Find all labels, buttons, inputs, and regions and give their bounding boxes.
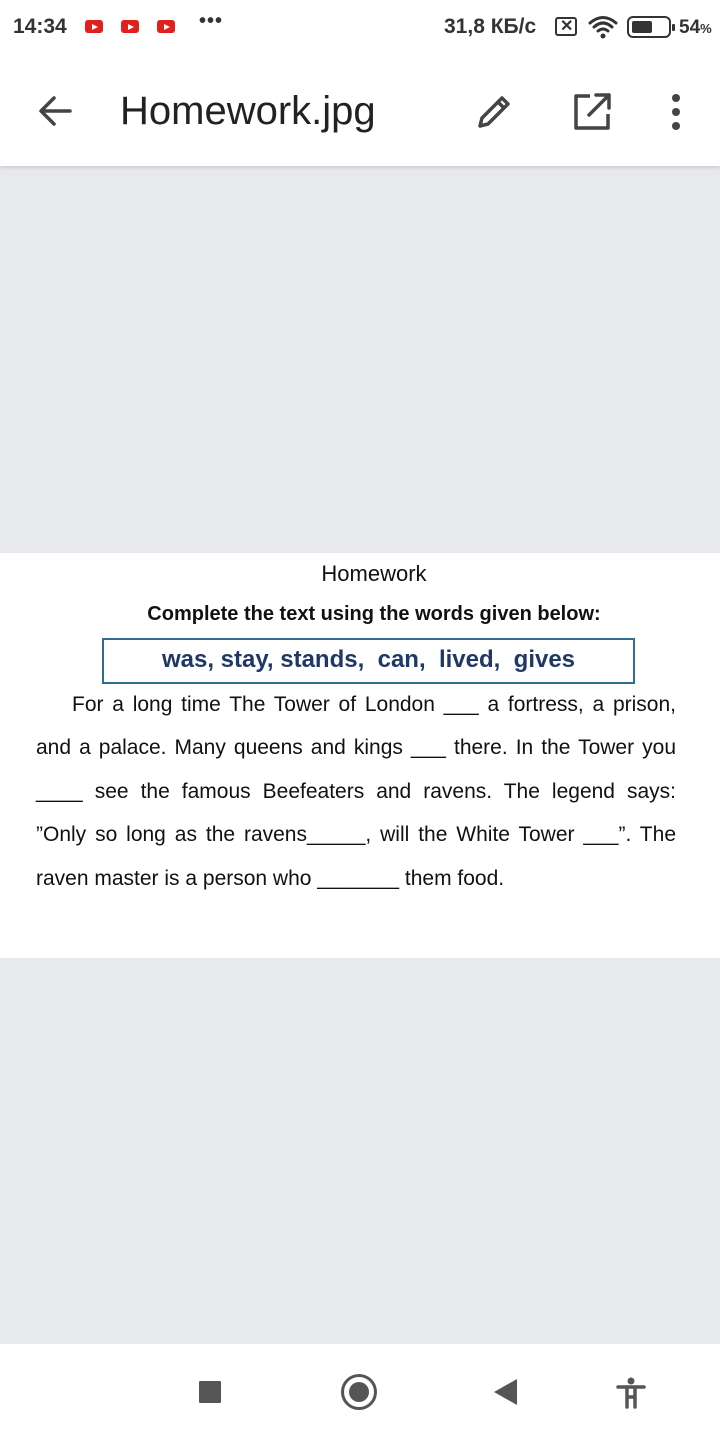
battery-unit: % <box>700 21 712 36</box>
wifi-icon <box>588 14 618 40</box>
status-time: 14:34 <box>13 15 67 38</box>
navigation-bar <box>0 1344 720 1440</box>
more-notifications-icon: ••• <box>199 10 224 32</box>
battery-icon <box>627 16 671 38</box>
back-triangle-icon[interactable] <box>494 1379 517 1405</box>
youtube-icon <box>85 20 103 33</box>
word-bank-box: was, stay, stands, can, lived, gives <box>102 638 635 684</box>
status-bar <box>0 0 720 56</box>
battery-value: 54 <box>679 17 701 38</box>
image-heading: Homework <box>321 561 427 586</box>
edit-pencil-icon[interactable] <box>472 90 516 134</box>
network-speed: 31,8 КБ/с <box>444 15 537 38</box>
file-title: Homework.jpg <box>120 89 376 133</box>
app-bar <box>0 56 720 166</box>
image-instruction: Complete the text using the words given below: <box>147 603 601 625</box>
youtube-icon <box>121 20 139 33</box>
exercise-paragraph: For a long time The Tower of London ___ a fortress, a prison, and a palace. Many queens and kings ___ there. In the Tower you ____ see the famous Beefeaters and ravens. The legend says: ”Only so long as the ravens_____, will the White Tower ___”. The raven master is a person who _______ them food. <box>36 693 676 890</box>
recents-square-icon[interactable] <box>199 1381 221 1403</box>
home-circle-icon[interactable] <box>341 1374 377 1410</box>
more-vert-icon[interactable] <box>664 92 688 132</box>
youtube-icon <box>157 20 175 33</box>
accessibility-icon[interactable] <box>614 1376 648 1410</box>
back-arrow-icon[interactable] <box>34 90 76 132</box>
homework-image[interactable] <box>0 553 720 958</box>
battery-percent <box>679 17 712 39</box>
open-external-icon[interactable] <box>570 90 614 134</box>
no-sim-icon: ✕ <box>555 17 577 36</box>
